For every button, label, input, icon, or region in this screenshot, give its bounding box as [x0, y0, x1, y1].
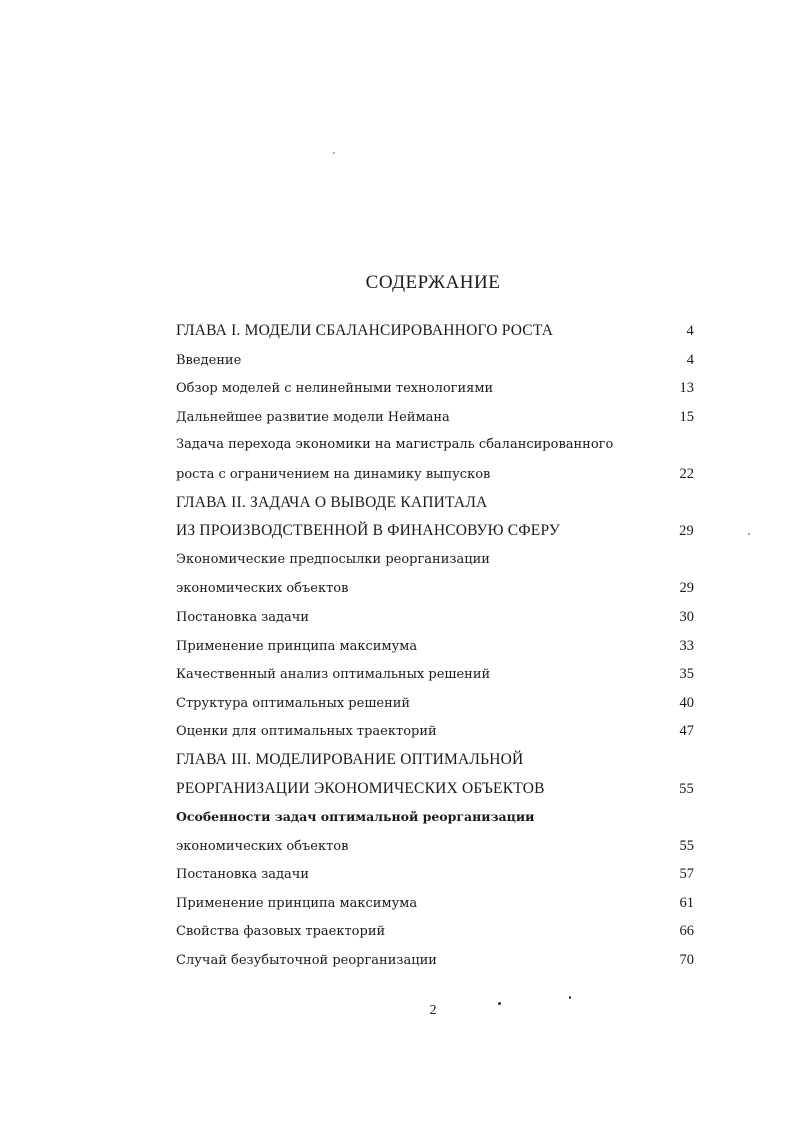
scan-speck [748, 533, 750, 535]
toc-entry-page: 13 [679, 380, 694, 397]
toc-entry-page: 33 [679, 637, 694, 654]
scan-speck [498, 1002, 501, 1005]
toc-entry-text: ГЛАВА II. ЗАДАЧА О ВЫВОДЕ КАПИТАЛА [176, 493, 488, 511]
toc-entry[interactable] [176, 917, 694, 946]
table-of-contents [176, 317, 694, 975]
toc-entry-text: Экономические предпосылки реорганизации [176, 551, 490, 567]
toc-entry[interactable] [176, 746, 694, 775]
toc-entry-text: Структура оптимальных решений [176, 695, 411, 711]
toc-entry-page: 29 [679, 523, 694, 540]
toc-entry[interactable] [176, 546, 694, 575]
toc-entry[interactable] [176, 346, 694, 375]
toc-entry-page: 4 [686, 351, 694, 368]
page-title: СОДЕРЖАНИЕ [365, 272, 501, 293]
toc-entry-text: Особенности задач оптимальной реорганизации [176, 809, 535, 825]
toc-entry-page: 35 [679, 666, 694, 683]
toc-entry-page: 15 [679, 408, 694, 425]
toc-entry-page: 55 [679, 837, 694, 854]
toc-entry-text: РЕОРГАНИЗАЦИИ ЭКОНОМИЧЕСКИХ ОБЪЕКТОВ [176, 779, 545, 797]
toc-entry-page: 40 [679, 694, 694, 711]
toc-entry-text: ГЛАВА I. МОДЕЛИ СБАЛАНСИРОВАННОГО РОСТА [176, 322, 554, 339]
toc-entry[interactable] [176, 803, 694, 832]
toc-entry[interactable] [176, 832, 694, 861]
toc-entry-text: ГЛАВА III. МОДЕЛИРОВАНИЕ ОПТИМАЛЬНОЙ [176, 750, 524, 768]
toc-entry[interactable] [176, 574, 694, 603]
toc-entry[interactable] [176, 860, 694, 889]
toc-entry-text: Свойства фазовых траекторий [176, 924, 386, 940]
toc-entry[interactable] [176, 317, 694, 346]
toc-entry-text: Дальнейшее развитие модели Неймана [176, 409, 450, 425]
toc-entry[interactable] [176, 632, 694, 661]
toc-entry-text: Применение принципа максимума [176, 638, 418, 654]
toc-entry[interactable] [176, 374, 694, 403]
toc-entry[interactable] [176, 489, 694, 518]
toc-entry-text: роста с ограничением на динамику выпусков [176, 466, 491, 482]
toc-entry-page: 47 [679, 723, 694, 740]
toc-entry[interactable] [176, 889, 694, 918]
scan-speck [569, 996, 571, 999]
toc-entry-page: 57 [679, 866, 694, 883]
scan-speck [333, 152, 335, 154]
page-number: 2 [429, 1003, 437, 1018]
toc-entry-text: Оценки для оптимальных траекторий [176, 724, 437, 740]
toc-entry-text: Случай безубыточной реорганизации [176, 953, 437, 969]
toc-entry-text: экономических объектов [176, 581, 349, 597]
toc-entry-text: Постановка задачи [176, 609, 310, 625]
toc-entry[interactable] [176, 460, 694, 489]
toc-entry-text: экономических объектов [176, 838, 349, 854]
toc-entry[interactable] [176, 517, 694, 546]
toc-entry-page: 4 [686, 323, 694, 339]
toc-entry-text: Введение [176, 352, 242, 368]
toc-entry[interactable] [176, 717, 694, 746]
toc-entry-page: 61 [679, 894, 694, 911]
toc-entry-text: Постановка задачи [176, 867, 310, 883]
toc-entry-page: 29 [679, 580, 694, 597]
toc-entry-text: Качественный анализ оптимальных решений [176, 667, 491, 683]
toc-entry-page: 70 [679, 952, 694, 969]
toc-entry-text: Задача перехода экономики на магистраль сбалансированного [176, 437, 614, 453]
toc-entry-page: 66 [679, 923, 694, 940]
toc-entry-text: Обзор моделей с нелинейными технологиями [176, 381, 494, 397]
toc-entry[interactable] [176, 431, 694, 460]
toc-entry[interactable] [176, 689, 694, 718]
toc-entry-page: 22 [679, 465, 694, 482]
toc-entry-page: 30 [679, 608, 694, 625]
toc-entry[interactable] [176, 775, 694, 804]
toc-entry-text: Применение принципа максимума [176, 895, 418, 911]
toc-entry-page: 55 [679, 780, 694, 797]
toc-entry[interactable] [176, 403, 694, 432]
toc-entry[interactable] [176, 603, 694, 632]
toc-entry-text: ИЗ ПРОИЗВОДСТВЕННОЙ В ФИНАНСОВУЮ СФЕРУ [176, 522, 561, 540]
toc-entry[interactable] [176, 660, 694, 689]
toc-entry[interactable] [176, 946, 694, 975]
